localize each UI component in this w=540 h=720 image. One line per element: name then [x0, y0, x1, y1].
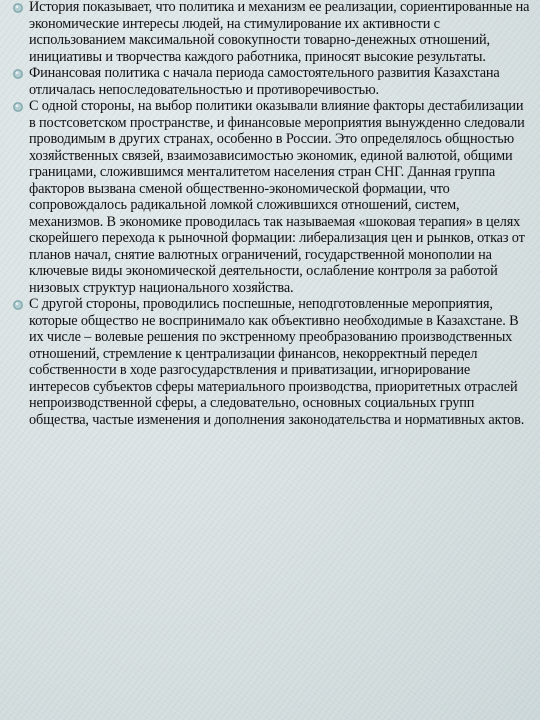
- circle-bullet-icon: [12, 68, 24, 80]
- paragraph-text: Финансовая политика с начала периода самостоятельного развития Казахстана отличалась непоследовательностью и противоречивостью.: [29, 65, 500, 98]
- bullet-list: [11, 0, 533, 428]
- paragraph-text: С одной стороны, на выбор политики оказывали влияние факторы дестабилизации в постсоветском пространстве, и финансовые мероприятия вынужденно следовали проводимым в других странах, особенно в России. Это определялось общностью хозяйственных связей, взаимозависимостью экономик, единой валютой, общими границами, сложившимся менталитетом населения стран СНГ. Данная группа факторов вызвана сменой общественно-экономической формации, что сопровождалось радикальной ломкой сложившихся отношений, систем, механизмов. В экономике проводилась так называемая «шоковая терапия» в целях скорейшего перехода к рыночной формации: либерализация цен и рынков, отказ от планов начал, снятие валютных ограничений, государственной монополии на ключевые виды экономической деятельности, ослабление контроля за работой низовых структур национального хозяйства.: [29, 98, 525, 296]
- paragraph-text: С другой стороны, проводились поспешные, неподготовленные мероприятия, которые общество не воспринимало как объективно необходимые в Казахстане. В их числе – волевые решения по экстренному преобразованию производственных отношений, стремление к централизации финансов, некорректный передел собственности в ходе разгосударствления и приватизации, игнорирование интересов субъектов сферы материального производства, приоритетных отраслей непроизводственной сферы, а следовательно, основных социальных групп общества, частые изменения и дополнения законодательства и нормативных актов.: [29, 296, 525, 428]
- paragraph-text: История показывает, что политика и механизм ее реализации, сориентированные на экономические интересы людей, на стимулирование их активности с использованием максимальной совокупности товарно-денежных отношений, инициативы и творчества каждого работника, приносят высокие результаты.: [29, 0, 530, 65]
- bullet-item-1: [11, 0, 533, 65]
- circle-bullet-icon: [12, 299, 24, 311]
- bullet-item-4: [11, 296, 533, 428]
- bullet-item-3: [11, 98, 533, 296]
- circle-bullet-icon: [12, 2, 24, 14]
- bullet-item-2: [11, 65, 533, 98]
- circle-bullet-icon: [12, 101, 24, 113]
